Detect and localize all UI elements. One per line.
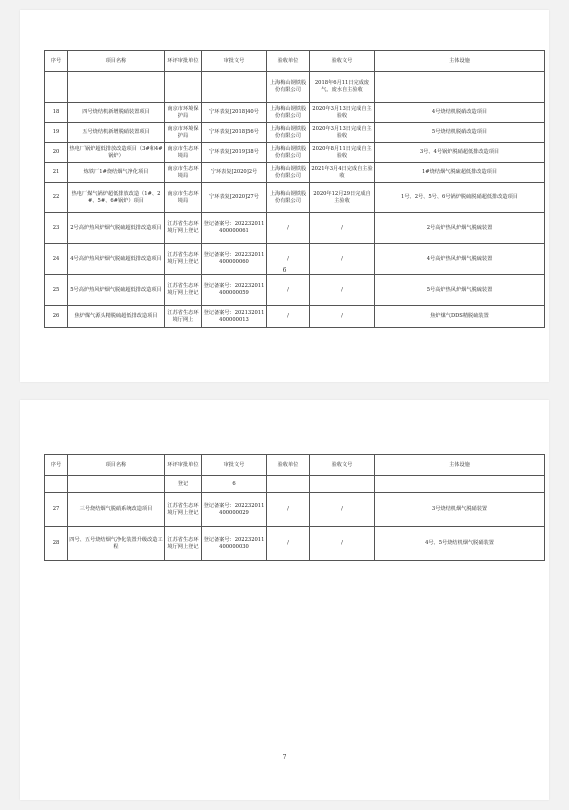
header-acceptance-doc: 验收文号 bbox=[310, 51, 375, 72]
cell-main-facility: 4号、5号烧结机烟气脱硝装置 bbox=[375, 527, 545, 561]
cell-approval-authority: 南京市生态环境局 bbox=[165, 183, 202, 213]
cell-seq: 21 bbox=[45, 163, 68, 183]
cell-seq: 22 bbox=[45, 183, 68, 213]
cell-acceptance-doc: 2020年8月11日完成自主验收 bbox=[310, 143, 375, 163]
cell-approval-authority: 江苏省生态环境厅网上登记 bbox=[165, 527, 202, 561]
cell-acceptance-unit: / bbox=[267, 275, 310, 306]
cell-project-name bbox=[68, 72, 165, 103]
cell-acceptance-doc bbox=[310, 476, 375, 493]
cell-acceptance-unit: 上海梅山钢铁股份有限公司 bbox=[267, 183, 310, 213]
cell-main-facility: 1#烧结烟气脱硫超低排改造项目 bbox=[375, 163, 545, 183]
cell-acceptance-unit: / bbox=[267, 306, 310, 328]
cell-acceptance-doc: 2018年6月11日完成废气、废水自主验收 bbox=[310, 72, 375, 103]
cell-acceptance-unit: / bbox=[267, 527, 310, 561]
table-row bbox=[45, 103, 545, 123]
document-page-6 bbox=[20, 10, 549, 382]
cell-approval-authority: 南京市环境保护局 bbox=[165, 103, 202, 123]
cell-acceptance-doc: / bbox=[310, 275, 375, 306]
cell-project-name: 4号高炉热风炉烟气脱硫超低排改造项目 bbox=[68, 244, 165, 275]
page-number: 7 bbox=[282, 754, 287, 761]
cell-main-facility: 3号烧结机烟气脱硝装置 bbox=[375, 493, 545, 527]
cell-approval-authority: 江苏省生态环境厅网上登记 bbox=[165, 493, 202, 527]
table-row bbox=[45, 183, 545, 213]
document-page-7 bbox=[20, 400, 549, 800]
table-row bbox=[45, 476, 545, 493]
cell-project-name: 炼铁厂1#烧结烟气净化项目 bbox=[68, 163, 165, 183]
cell-approval-authority: 江苏省生态环境厅网上登记 bbox=[165, 244, 202, 275]
table-row bbox=[45, 72, 545, 103]
table-row bbox=[45, 306, 545, 328]
header-seq: 序号 bbox=[45, 455, 68, 476]
cell-approval-doc: 登记备案号：202232011400000059 bbox=[202, 275, 267, 306]
cell-main-facility: 2号高炉热风炉烟气脱硫装置 bbox=[375, 213, 545, 244]
cell-seq: 20 bbox=[45, 143, 68, 163]
header-seq: 序号 bbox=[45, 51, 68, 72]
cell-acceptance-unit: 上海梅山钢铁股份有限公司 bbox=[267, 103, 310, 123]
cell-seq: 26 bbox=[45, 306, 68, 328]
cell-seq bbox=[45, 476, 68, 493]
cell-approval-doc: 宁环表复[2018]40号 bbox=[202, 103, 267, 123]
cell-approval-doc: 宁环表复[2018]56号 bbox=[202, 123, 267, 143]
cell-project-name: 三号烧结烟气脱硝系统改造项目 bbox=[68, 493, 165, 527]
cell-acceptance-doc: / bbox=[310, 493, 375, 527]
cell-approval-authority: 南京市生态环境局 bbox=[165, 143, 202, 163]
cell-approval-doc: 登记备案号：202232011400000029 bbox=[202, 493, 267, 527]
cell-approval-authority: 南京市环境保护局 bbox=[165, 123, 202, 143]
cell-main-facility: 4号高炉热风炉烟气脱硫装置 bbox=[375, 244, 545, 275]
cell-acceptance-doc: / bbox=[310, 213, 375, 244]
cell-seq: 28 bbox=[45, 527, 68, 561]
header-approval-doc: 审批文号 bbox=[202, 51, 267, 72]
cell-acceptance-doc: 2021年3月4日完成自主验收 bbox=[310, 163, 375, 183]
cell-main-facility: 焦炉煤气DDS精脱硫装置 bbox=[375, 306, 545, 328]
table-row bbox=[45, 163, 545, 183]
cell-seq: 23 bbox=[45, 213, 68, 244]
project-table-page-7 bbox=[44, 454, 545, 561]
cell-acceptance-doc: 2020年3月13日完成自主验收 bbox=[310, 103, 375, 123]
cell-main-facility: 5号高炉热风炉烟气脱硫装置 bbox=[375, 275, 545, 306]
header-approval-doc: 审批文号 bbox=[202, 455, 267, 476]
header-approval-authority: 环评审批单位 bbox=[165, 51, 202, 72]
header-approval-authority: 环评审批单位 bbox=[165, 455, 202, 476]
cell-approval-doc: 登记备案号：202232011400000061 bbox=[202, 213, 267, 244]
cell-acceptance-unit: / bbox=[267, 244, 310, 275]
cell-seq: 18 bbox=[45, 103, 68, 123]
cell-acceptance-doc: / bbox=[310, 527, 375, 561]
cell-approval-doc: 登记备案号：202132011400000013 bbox=[202, 306, 267, 328]
cell-project-name: 5号高炉热风炉烟气脱硫超低排改造项目 bbox=[68, 275, 165, 306]
cell-project-name bbox=[68, 476, 165, 493]
header-project-name: 项目名称 bbox=[68, 455, 165, 476]
cell-acceptance-unit: / bbox=[267, 493, 310, 527]
cell-seq: 27 bbox=[45, 493, 68, 527]
cell-acceptance-doc: / bbox=[310, 306, 375, 328]
cell-project-name: 热电厂煤气锅炉超低排放改造（1#、2#、5#、6#锅炉）项目 bbox=[68, 183, 165, 213]
cell-project-name: 五号烧结机新增脱硝装置项目 bbox=[68, 123, 165, 143]
cell-approval-authority bbox=[165, 72, 202, 103]
cell-main-facility: 5号烧结机脱硝改造项目 bbox=[375, 123, 545, 143]
cell-approval-authority: 南京市生态环境局 bbox=[165, 163, 202, 183]
cell-project-name: 热电厂锅炉超低排放改造项目（3#和4#锅炉） bbox=[68, 143, 165, 163]
cell-main-facility: 4号烧结机脱硝改造项目 bbox=[375, 103, 545, 123]
cell-main-facility: 1号、2号、5号、6号锅炉脱硫脱硝超低排改造项目 bbox=[375, 183, 545, 213]
header-project-name: 项目名称 bbox=[68, 51, 165, 72]
cell-approval-authority: 登记 bbox=[165, 476, 202, 493]
cell-acceptance-unit: 上海梅山钢铁股份有限公司 bbox=[267, 72, 310, 103]
cell-acceptance-unit: / bbox=[267, 213, 310, 244]
cell-approval-doc: 宁环表复[2020]27号 bbox=[202, 183, 267, 213]
cell-project-name: 焦炉煤气源头精脱硫超低排改造项目 bbox=[68, 306, 165, 328]
table-row bbox=[45, 213, 545, 244]
header-main-facility: 主体设施 bbox=[375, 455, 545, 476]
header-main-facility: 主体设施 bbox=[375, 51, 545, 72]
cell-project-name: 四号、五号烧结烟气净化装置升级改造工程 bbox=[68, 527, 165, 561]
cell-approval-authority: 江苏省生态环境厅网上登记 bbox=[165, 275, 202, 306]
cell-main-facility bbox=[375, 72, 545, 103]
header-acceptance-unit: 验收单位 bbox=[267, 51, 310, 72]
cell-main-facility: 3号、4号锅炉脱硝超低排改造项目 bbox=[375, 143, 545, 163]
project-table-page-6 bbox=[44, 50, 545, 328]
cell-approval-doc: 宁环表复[2019]38号 bbox=[202, 143, 267, 163]
cell-seq: 24 bbox=[45, 244, 68, 275]
header-acceptance-doc: 验收文号 bbox=[310, 455, 375, 476]
cell-approval-doc: 登记备案号：202232011400000030 bbox=[202, 527, 267, 561]
cell-approval-doc: 宁环表复[2020]2号 bbox=[202, 163, 267, 183]
table-row bbox=[45, 143, 545, 163]
cell-seq: 25 bbox=[45, 275, 68, 306]
table-row bbox=[45, 493, 545, 527]
header-acceptance-unit: 验收单位 bbox=[267, 455, 310, 476]
cell-acceptance-doc: 2020年12月29日完成自主验收 bbox=[310, 183, 375, 213]
cell-acceptance-doc: / bbox=[310, 244, 375, 275]
table-header-row bbox=[45, 51, 545, 72]
table-row bbox=[45, 123, 545, 143]
cell-acceptance-unit: 上海梅山钢铁股份有限公司 bbox=[267, 143, 310, 163]
cell-acceptance-unit: 上海梅山钢铁股份有限公司 bbox=[267, 163, 310, 183]
table-row bbox=[45, 527, 545, 561]
cell-approval-authority: 江苏省生态环境厅网上登记 bbox=[165, 213, 202, 244]
cell-approval-doc bbox=[202, 72, 267, 103]
table-header-row bbox=[45, 455, 545, 476]
cell-project-name: 四号烧结机新增脱硝装置项目 bbox=[68, 103, 165, 123]
cell-seq bbox=[45, 72, 68, 103]
cell-approval-doc: 6 bbox=[202, 476, 267, 493]
cell-acceptance-unit: 上海梅山钢铁股份有限公司 bbox=[267, 123, 310, 143]
cell-project-name: 2号高炉热风炉烟气脱硫超低排改造项目 bbox=[68, 213, 165, 244]
page-number: 6 bbox=[282, 267, 287, 274]
cell-acceptance-unit bbox=[267, 476, 310, 493]
cell-main-facility bbox=[375, 476, 545, 493]
cell-seq: 19 bbox=[45, 123, 68, 143]
cell-acceptance-doc: 2020年3月13日完成自主验收 bbox=[310, 123, 375, 143]
cell-approval-authority: 江苏省生态环境厅网上 bbox=[165, 306, 202, 328]
table-row bbox=[45, 275, 545, 306]
cell-approval-doc: 登记备案号：202232011400000060 bbox=[202, 244, 267, 275]
